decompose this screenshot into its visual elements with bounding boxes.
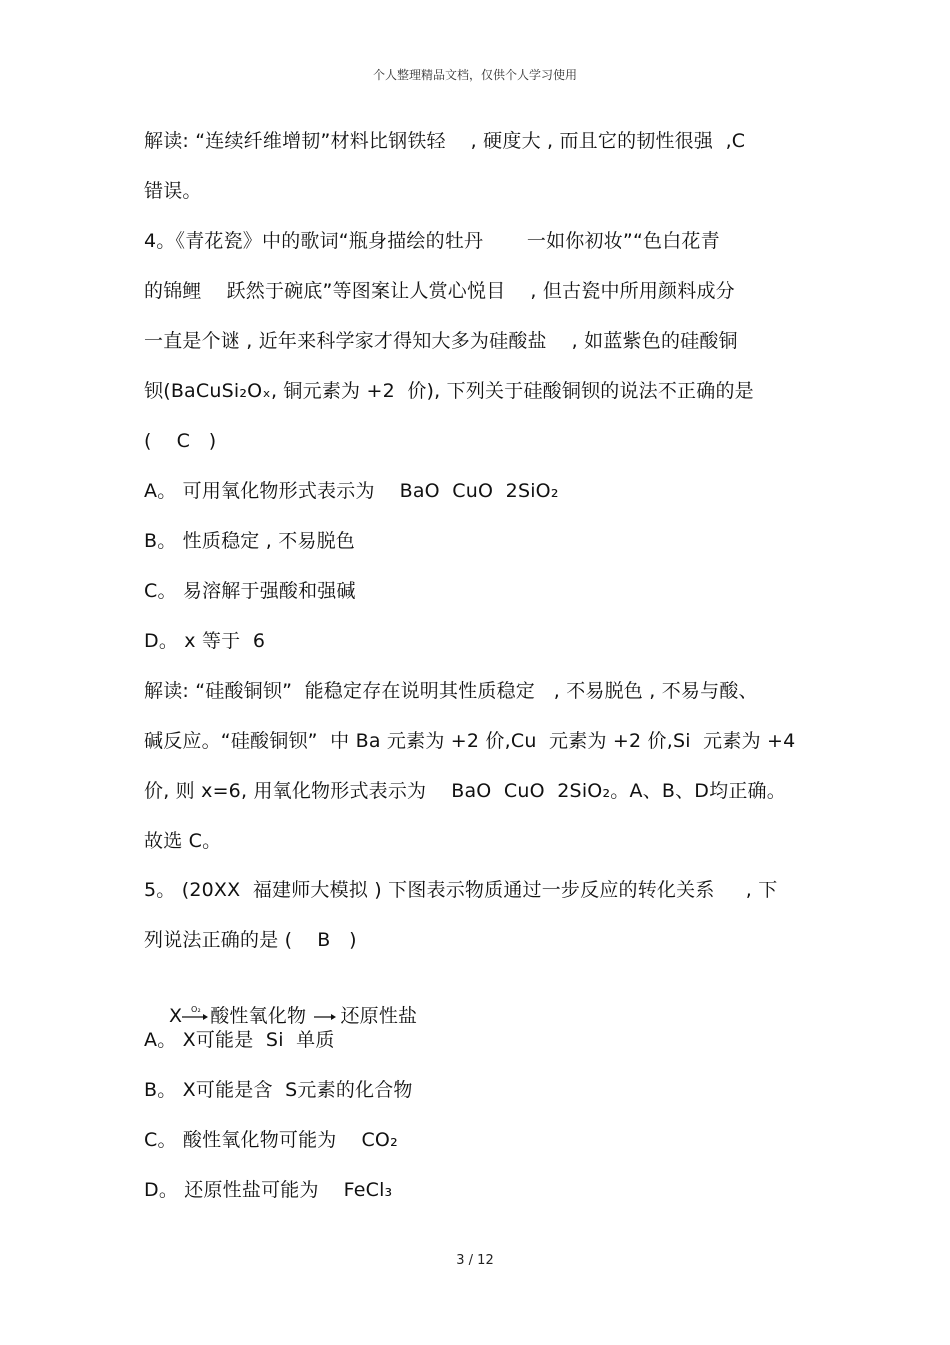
text-line: D。 x 等于 6 — [144, 630, 266, 652]
text-line: 错误。 — [144, 180, 202, 202]
reaction-arrow — [182, 1003, 210, 1029]
reaction-middle: 酸性氧化物 — [210, 1005, 313, 1027]
text-line: 4。《青花瓷》中的歌词“瓶身描绘的牡丹 一如你初妆”“色白花青 — [144, 230, 720, 252]
option-line: C。 酸性氧化物可能为 CO₂ — [144, 1129, 398, 1151]
reaction-end: 还原性盐 — [340, 1005, 418, 1027]
page-number: 3 / 12 — [456, 1253, 494, 1268]
text-line: 5。 (20XX 福建师大模拟 ) 下图表示物质通过一步反应的转化关系 , 下 — [144, 879, 778, 901]
option-line: D。 还原性盐可能为 FeCl₃ — [144, 1179, 393, 1201]
text-line: 解读: “连续纤维增韧”材料比钢铁轻 , 硬度大 , 而且它的韧性很强 ,C — [144, 130, 746, 152]
text-line: B。 性质稳定 , 不易脱色 — [144, 530, 355, 552]
text-line: 解读: “硅酸铜钡” 能稳定存在说明其性质稳定 , 不易脱色 , 不易与酸、 — [144, 680, 758, 702]
option-line: B。 X可能是含 S元素的化合物 — [144, 1079, 413, 1101]
text-line: A。 可用氧化物形式表示为 BaO CuO 2SiO₂ — [144, 480, 559, 502]
text-line: 列说法正确的是 ( B ) — [144, 929, 357, 951]
text-line: 钡(BaCuSi₂Oₓ, 铜元素为 +2 价), 下列关于硅酸铜钡的说法不正确的是 — [144, 380, 754, 402]
page-header: 个人整理精品文档，仅供个人学习使用 — [372, 68, 577, 82]
reaction-arrow — [312, 1003, 340, 1029]
text-line: C。 易溶解于强酸和强碱 — [144, 580, 356, 602]
text-line: ( C ) — [144, 430, 217, 452]
reaction-x: X — [168, 1005, 183, 1027]
text-line: 的锦鲤 跃然于碗底”等图案让人赏心悦目 , 但古瓷中所用颜料成分 — [144, 280, 735, 302]
text-line: 价, 则 x=6, 用氧化物形式表示为 BaO CuO 2SiO₂。A、B、D均正确。 — [144, 780, 786, 802]
text-line: 一直是个谜 , 近年来科学家才得知大多为硅酸盐 , 如蓝紫色的硅酸铜 — [144, 330, 738, 352]
text-line: 故选 C。 — [144, 830, 222, 852]
option-line: A。 X可能是 Si 单质 — [144, 1029, 335, 1051]
reaction-reagent: O₂ — [191, 1005, 202, 1014]
text-line: 碱反应。“硅酸铜钡” 中 Ba 元素为 +2 价,Cu 元素为 +2 价,Si 元素为 +4 — [144, 730, 796, 752]
